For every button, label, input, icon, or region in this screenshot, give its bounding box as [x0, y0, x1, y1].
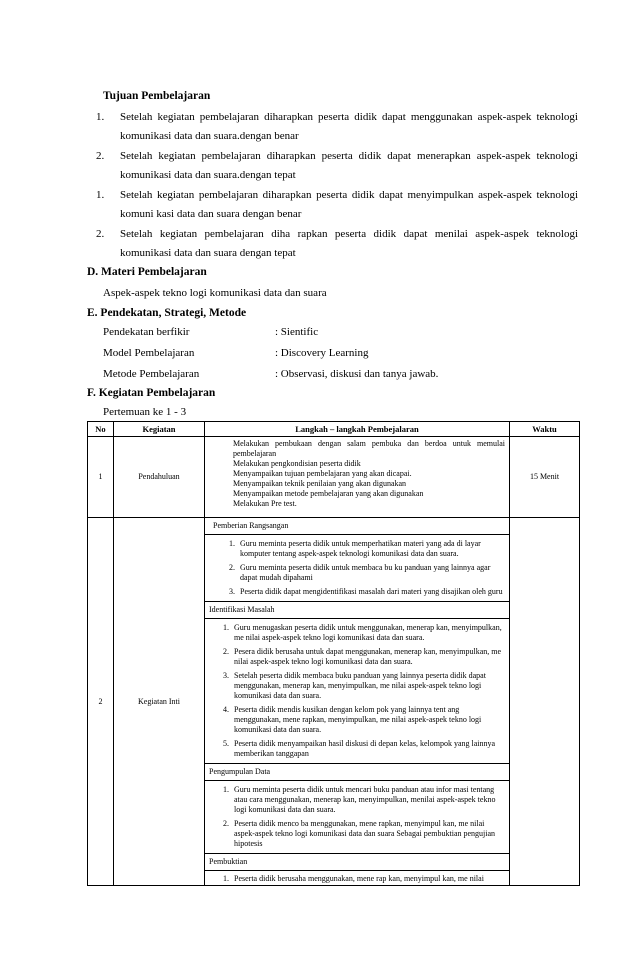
- model-value: : Discovery Learning: [275, 347, 369, 359]
- pengumpulan-list: [205, 781, 510, 854]
- section-title: Identifikasi Masalah: [205, 602, 510, 619]
- list-item: 2. Peserta didik menco ba menggunakan, mene rapkan, menyimpul kan, me nilai aspek-aspek tekno logi komunikasi data dan suara Sebagai pembuktian pengujian hipotesis: [213, 819, 503, 849]
- table-header-row: [88, 422, 580, 437]
- list-item: 2. Pesera didik berusaha untuk dapat menggunakan, menerap kan, menyimpulkan, me nilai aspek-aspek tekno logi komunikasi data dan suara.: [223, 647, 502, 666]
- list-item-text: Guru meminta peserta didik untuk membaca bu ku panduan yang lainnya agar dapat mudah dipahami: [240, 563, 491, 582]
- list-item-number: 2.: [96, 228, 105, 240]
- kegiatan-heading: F. Kegiatan Pembelajaran: [87, 387, 216, 399]
- section-title: Pembuktian: [205, 854, 510, 871]
- section-title: Pemberian Rangsangan: [205, 518, 510, 535]
- list-item: [96, 147, 578, 185]
- step-text: Menyampaikan tujuan pembelajaran yang akan dicapai.: [233, 469, 412, 478]
- row-number: 2: [88, 518, 114, 886]
- row-waktu: 15 Menit: [510, 437, 580, 518]
- list-item: 3. Setelah peserta didik membaca buku panduan yang lainnya peserta didik dapat menggunakan, menerap kan, menyimpulkan, me nilai aspek-aspek tekno logi komunikasi data dan suara.: [213, 671, 503, 701]
- list-item: [96, 186, 578, 224]
- section-title: Pengumpulan Data: [205, 764, 510, 781]
- step-text: Menyampaikan teknik penilaian yang akan digunakan: [233, 479, 407, 488]
- list-item: 2. Guru meminta peserta didik untuk membaca bu ku panduan yang lainnya agar dapat mudah dipahami: [219, 563, 503, 583]
- header-langkah: Langkah – langkah Pembejalaran: [205, 422, 510, 437]
- list-item-text: Setelah kegiatan pembelajaran diharapkan peserta didik dapat menerapkan aspek-aspek teknologi komunikasi data dan suara.dengan tepat: [120, 150, 578, 181]
- tujuan-list: [96, 108, 578, 263]
- pendekatan-heading: E. Pendekatan, Strategi, Metode: [87, 307, 247, 319]
- metode-value: : Observasi, diskusi dan tanya jawab.: [275, 368, 439, 380]
- list-item-text: Guru menugaskan peserta didik untuk menggunakan, menerap kan, menyimpulkan, me nilai aspek-aspek tekno logi komunikasi data dan suara.: [234, 623, 502, 642]
- list-item-text: Setelah kegiatan pembelajaran diharapkan peserta didik dapat menyimpulkan aspek-aspek teknologi komuni kasi data dan suara dengan benar: [120, 189, 578, 220]
- list-item: 3. Peserta didik dapat mengidentifikasi masalah dari materi yang disajikan oleh guru: [229, 587, 503, 596]
- row-waktu-empty: [510, 518, 580, 886]
- header-waktu: Waktu: [510, 422, 580, 437]
- step-text: Melakukan Pre test.: [233, 499, 297, 508]
- model-label: Model Pembelajaran: [103, 347, 195, 359]
- kegiatan-table: [87, 421, 580, 886]
- identifikasi-list: [205, 619, 510, 764]
- materi-text: Aspek-aspek tekno logi komunikasi data dan suara: [103, 287, 327, 299]
- list-item-text: Guru meminta peserta didik untuk memperhatikan materi yang ada di layar komputer tentang aspek-aspek teknologi komunikasi data dan suara.: [240, 539, 481, 558]
- list-item: 4. Peserta didik mendis kusikan dengan kelom pok yang lainnya tent ang menggunakan, mene rapkan, menyimpulkan, me nilai aspek-aspek tekno logi komunikasi data dan suara.: [213, 705, 503, 735]
- list-item: 5. Peserta didik menyampaikan hasil diskusi di depan kelas, kelompok yang lainnya memberikan tanggapan: [213, 739, 503, 759]
- list-item-text: Peserta didik mendis kusikan dengan kelom pok yang lainnya tent ang menggunakan, mene rapkan, menyimpulkan, me nilai aspek-aspek tekno logi komunikasi data dan suara.: [234, 705, 482, 734]
- list-item: 1. Peserta didik berusaha menggunakan, mene rap kan, menyimpul kan, me nilai: [213, 874, 503, 884]
- list-item-text: Pesera didik berusaha untuk dapat menggunakan, menerap kan, menyimpulkan, me nilai aspek-aspek tekno logi komunikasi data dan suara.: [234, 647, 502, 666]
- header-kegiatan: Kegiatan: [114, 422, 205, 437]
- rangsangan-list: [205, 535, 510, 602]
- list-item-text: Setelah peserta didik membaca buku panduan yang lainnya peserta didik dapat menggunakan, menerap kan, menyimpulkan, me nilai aspek-aspek tekno logi komunikasi data dan suara.: [234, 671, 486, 700]
- pertemuan-text: Pertemuan ke 1 - 3: [103, 406, 187, 418]
- pendahuluan-steps: [205, 437, 510, 518]
- list-item-text: Setelah kegiatan pembelajaran diharapkan peserta didik dapat menggunakan aspek-aspek teknologi komunikasi data dan suara.dengan benar: [120, 111, 578, 142]
- pendekatan-label: Pendekatan berfikir: [103, 326, 190, 338]
- list-item-number: 1.: [96, 111, 105, 123]
- header-no: No: [88, 422, 114, 437]
- list-item: 1. Guru meminta peserta didik untuk mencari buku panduan atau infor masi tentang atau cara menggunakan, menerap kan, menyimpulkan, menilai aspek-aspek tekno logi komunikasi data dan suara.: [213, 785, 503, 815]
- list-item: [96, 225, 578, 263]
- step-text: Menyampaikan metode pembelajaran yang akan digunakan: [233, 489, 424, 498]
- row-kegiatan: Kegiatan Inti: [114, 518, 205, 886]
- list-item-text: Guru meminta peserta didik untuk mencari buku panduan atau infor masi tentang atau cara menggunakan, menerap kan, menyimpulkan, menilai aspek-aspek tekno logi komunikasi data dan suara.: [234, 785, 496, 814]
- pendekatan-row: [103, 326, 318, 338]
- metode-label: Metode Pembelajaran: [103, 368, 200, 380]
- list-item-text: Setelah kegiatan pembelajaran diha rapkan peserta didik dapat menilai aspek-aspek teknologi komunikasi data dan suara dengan tepat: [120, 228, 578, 259]
- list-item: 1. Guru meminta peserta didik untuk memperhatikan materi yang ada di layar komputer tentang aspek-aspek teknologi komunikasi data dan suara.: [219, 539, 503, 559]
- step-text: Melakukan pembukaan dengan salam pembuka dan berdoa untuk memulai pembelajaran: [233, 439, 505, 458]
- list-item: [96, 108, 578, 146]
- tujuan-heading: Tujuan Pembelajaran: [103, 90, 211, 102]
- metode-row: [103, 368, 438, 380]
- pendekatan-value: : Sientific: [275, 326, 319, 338]
- list-item-text: Peserta didik menyampaikan hasil diskusi di depan kelas, kelompok yang lainnya memberikan tanggapan: [234, 739, 496, 758]
- row-kegiatan: Pendahuluan: [114, 437, 205, 518]
- row-number: 1: [88, 437, 114, 518]
- model-row: [103, 347, 368, 359]
- materi-heading: D. Materi Pembelajaran: [87, 266, 207, 278]
- list-item-text: Peserta didik dapat mengidentifikasi masalah dari materi yang disajikan oleh guru: [240, 587, 503, 596]
- list-item-number: 2.: [96, 150, 105, 162]
- list-item-number: 1.: [96, 189, 105, 201]
- table-row: [88, 437, 580, 518]
- list-item-text: Peserta didik menco ba menggunakan, mene rapkan, menyimpul kan, me nilai aspek-aspek tekno logi komunikasi data dan suara Sebagai pembuktian pengujian hipotesis: [234, 819, 496, 848]
- step-text: Melakukan pengkondisian peserta didik: [233, 459, 361, 468]
- list-item: 1. Guru menugaskan peserta didik untuk menggunakan, menerap kan, menyimpulkan, me nilai aspek-aspek tekno logi komunikasi data dan suara.: [223, 623, 502, 642]
- pembuktian-list: [205, 871, 510, 886]
- list-item-text: Peserta didik berusaha menggunakan, mene rap kan, menyimpul kan, me nilai: [234, 874, 484, 883]
- table-row: [88, 518, 580, 535]
